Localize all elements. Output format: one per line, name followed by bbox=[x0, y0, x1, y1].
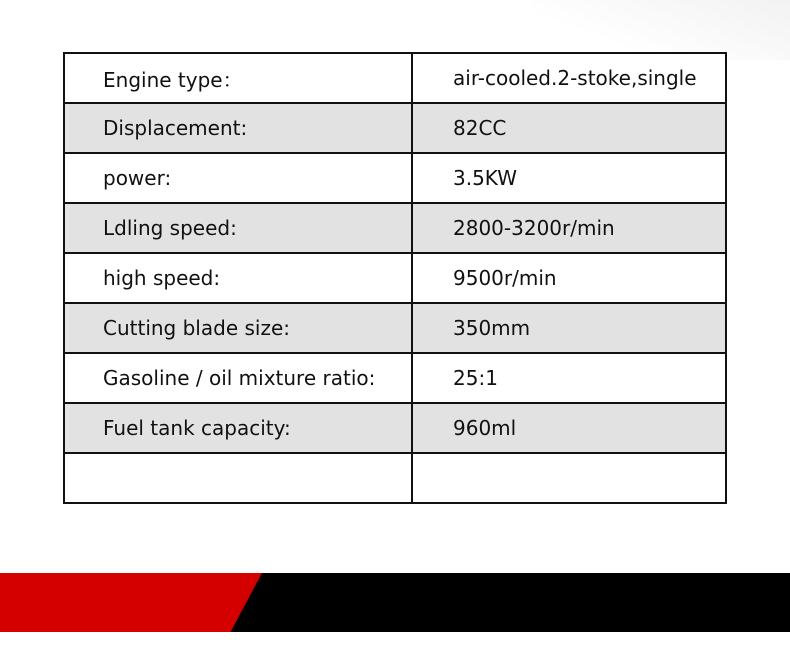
spec-label: high speed: bbox=[64, 253, 412, 303]
table-row bbox=[64, 403, 726, 453]
spec-value: 25:1 bbox=[412, 353, 726, 403]
spec-label: Displacement: bbox=[64, 103, 412, 153]
spec-label: Gasoline / oil mixture ratio: bbox=[64, 353, 412, 403]
spec-label: Engine type： bbox=[64, 53, 412, 103]
spec-value: 2800-3200r/min bbox=[412, 203, 726, 253]
table-row bbox=[64, 303, 726, 353]
table-row bbox=[64, 453, 726, 503]
bottom-banner bbox=[0, 573, 790, 632]
spec-value: air-cooled.2-stoke,single bbox=[412, 53, 726, 103]
spec-label: Ldling speed: bbox=[64, 203, 412, 253]
spec-value: 350mm bbox=[412, 303, 726, 353]
spec-value: 960ml bbox=[412, 403, 726, 453]
table-row bbox=[64, 153, 726, 203]
spec-value: 9500r/min bbox=[412, 253, 726, 303]
table-row bbox=[64, 353, 726, 403]
spec-label bbox=[64, 453, 412, 503]
spec-label: Cutting blade size: bbox=[64, 303, 412, 353]
spec-table bbox=[63, 52, 727, 504]
spec-value: 82CC bbox=[412, 103, 726, 153]
table-row bbox=[64, 103, 726, 153]
table-row bbox=[64, 203, 726, 253]
spec-value bbox=[412, 453, 726, 503]
spec-value: 3.5KW bbox=[412, 153, 726, 203]
table-row bbox=[64, 53, 726, 103]
corner-shade bbox=[530, 0, 790, 60]
red-accent-wedge bbox=[0, 573, 262, 632]
spec-label: power: bbox=[64, 153, 412, 203]
spec-label: Fuel tank capacity: bbox=[64, 403, 412, 453]
table-row bbox=[64, 253, 726, 303]
